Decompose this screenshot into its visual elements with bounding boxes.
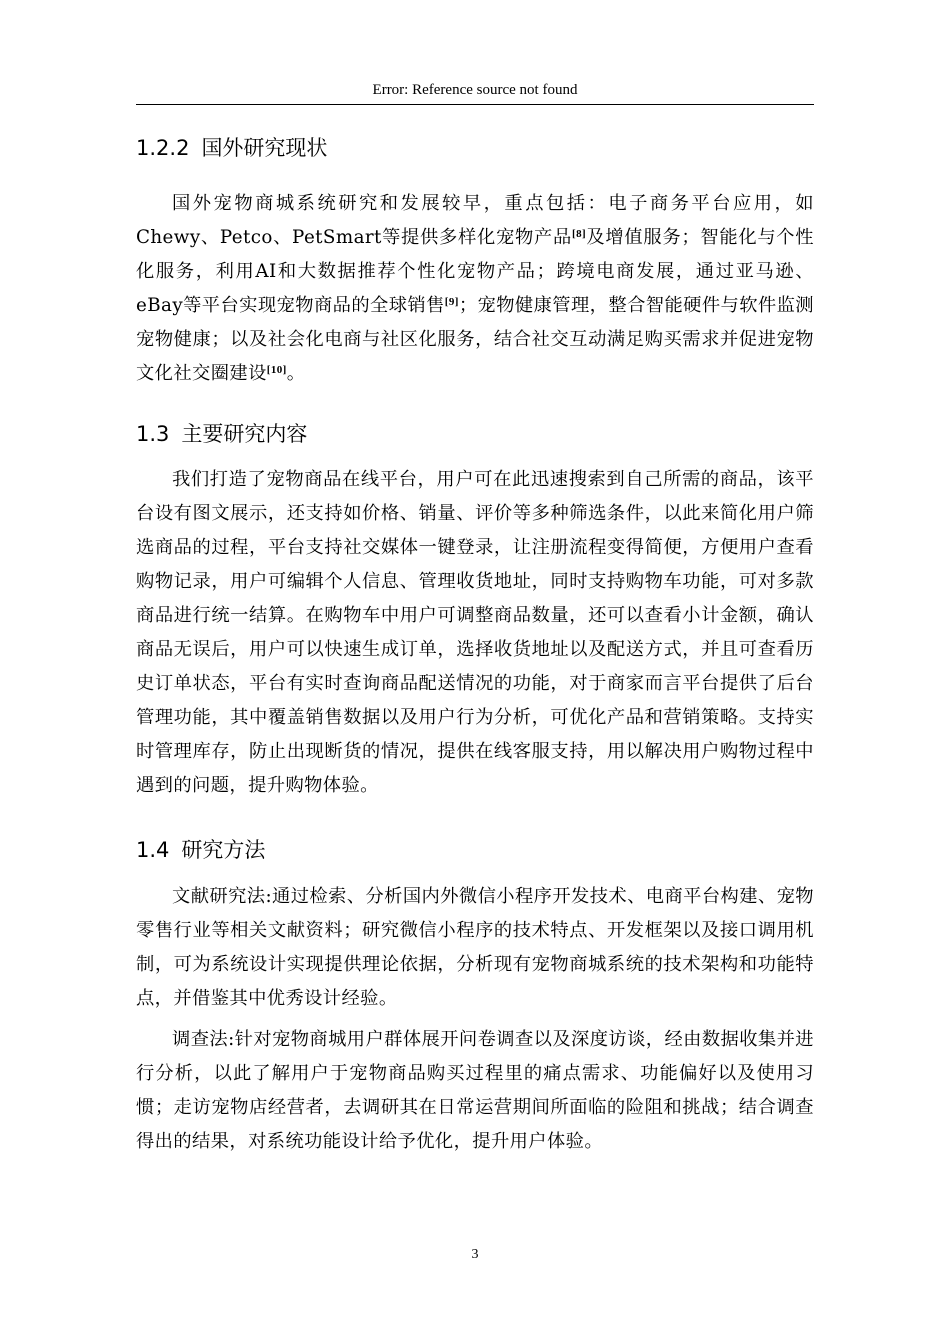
header-rule: [136, 104, 814, 105]
paragraph-foreign-research: [136, 187, 814, 391]
citation-10: [10]: [266, 364, 287, 376]
paragraph-text: ；宠物健康管理，整合智能硬件与软件监测宠物健康；以及社会化电商与社区化服务，结合社交互动满足购买需求并促进宠物文化社交圈建设: [136, 295, 814, 384]
section-title: 研究方法: [181, 838, 266, 862]
section-number: 1.4: [136, 838, 170, 862]
paragraph-text: 我们打造了宠物商品在线平台，用户可在此迅速搜索到自己所需的商品，该平台设有图文展示，还支持如价格、销量、评价等多种筛选条件，以此来简化用户筛选商品的过程，平台支持社交媒体一键登录，让注册流程变得简便，方便用户查看购物记录，用户可编辑个人信息、管理收货地址，同时支持购物车功能，可对多款商品进行统一结算。在购物车中用户可调整商品数量，还可以查看小计金额，确认商品无误后，用户可以快速生成订单，选择收货地址以及配送方式，并且可查看历史订单状态，平台有实时查询商品配送情况的功能，对于商家而言平台提供了后台管理功能，其中覆盖销售数据以及用户行为分析，可优化产品和营销策略。支持实时管理库存，防止出现断货的情况，提供在线客服支持，用以解决用户购物过程中遇到的问题，提升购物体验。: [136, 469, 814, 796]
paragraph-text: 国外宠物商城系统研究和发展较早，重点包括：电子商务平台应用，如Chewy、Petco、PetSmart等提供多样化宠物产品: [136, 193, 814, 248]
section-number: 1.2.2: [136, 136, 190, 160]
section-heading-1-4: [136, 836, 814, 864]
paragraph-main-research-content: [136, 463, 814, 803]
section-title: 主要研究内容: [181, 422, 308, 446]
paragraph-survey-method: [136, 1023, 814, 1159]
paragraph-text: 。: [286, 363, 306, 384]
section-heading-1-3: [136, 420, 814, 448]
running-header: Error: Reference source not found: [372, 82, 578, 98]
paragraph-text: 调查法:针对宠物商城用户群体展开问卷调查以及深度访谈，经由数据收集并进行分析，以此了解用户于宠物商品购买过程里的痛点需求、功能偏好以及使用习惯；走访宠物店经营者，去调研其在日常运营期间所面临的险阻和挑战；结合调查得出的结果，对系统功能设计给予优化，提升用户体验。: [136, 1029, 814, 1152]
section-title: 国外研究现状: [201, 136, 328, 160]
citation-8: [8]: [572, 228, 587, 240]
paragraph-text: 文献研究法:通过检索、分析国内外微信小程序开发技术、电商平台构建、宠物零售行业等相关文献资料；研究微信小程序的技术特点、开发框架以及接口调用机制，可为系统设计实现提供理论依据，分析现有宠物商城系统的技术架构和功能特点，并借鉴其中优秀设计经验。: [136, 886, 814, 1009]
citation-9: [9]: [444, 296, 459, 308]
section-heading-1-2-2: [136, 134, 814, 162]
page-number: 3: [471, 1247, 479, 1262]
paragraph-text: 及增值服务；智能化与个性化服务，利用AI和大数据推荐个性化宠物产品；跨境电商发展，通过亚马逊、eBay等平台实现宠物商品的全球销售: [136, 227, 814, 316]
paragraph-literature-method: [136, 880, 814, 1016]
section-number: 1.3: [136, 422, 170, 446]
